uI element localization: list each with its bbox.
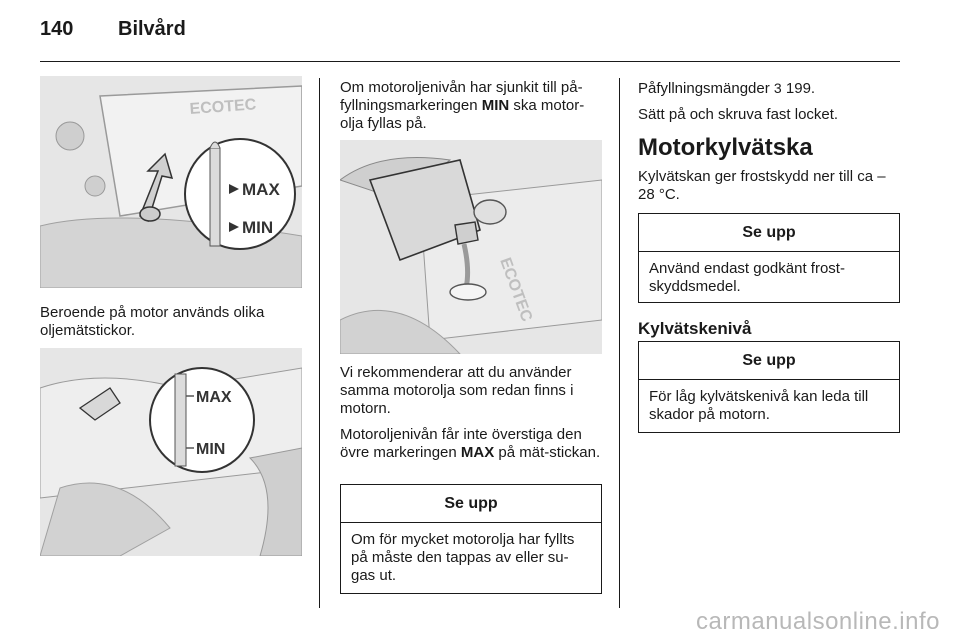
fig1-min-label: MIN	[242, 218, 274, 237]
fig1-max-label: MAX	[242, 180, 280, 199]
fill-text: Påfyllningsmängder	[638, 80, 774, 97]
p1-text-b: ska motor-olja fyllas på.	[340, 97, 585, 132]
column-divider-1	[319, 78, 320, 608]
warning-box-coolant-level	[638, 341, 900, 433]
column-divider-2	[619, 78, 620, 608]
subheading-coolant-level: Kylvätskenivå	[638, 319, 752, 338]
fig3-brand-text: ECOTEC	[496, 255, 536, 325]
warning-box-antifreeze	[638, 213, 900, 303]
paragraph-min-level	[340, 79, 602, 133]
caption-text: Beroende på motor används olika oljemätstickor.	[40, 304, 265, 339]
page-number: 140	[40, 18, 74, 40]
min-marker-bold: MIN	[481, 97, 510, 114]
paragraph-frost: Kylvätskan ger frostskydd ner till ca –28 °C.	[638, 168, 886, 203]
warning-text: Om för mycket motorolja har fyllts på måste den tappas av eller su-gas ut.	[351, 531, 575, 584]
paragraph-recommend: Vi rekommenderar att du använder samma motorolja som redan finns i motorn.	[340, 364, 574, 417]
warning2-title: Se upp	[639, 342, 899, 380]
paragraph-fill-quantities	[638, 79, 900, 98]
warning2-text: För låg kylvätskenivå kan leda till skador på motorn.	[649, 388, 869, 423]
paragraph-cap: Sätt på och skruva fast locket.	[638, 106, 839, 123]
paragraph-max-level	[340, 426, 602, 462]
fig2-max-label: MAX	[196, 389, 232, 406]
dipstick-figure-2	[40, 348, 302, 556]
header-rule	[40, 61, 900, 62]
dipstick-figure-1	[40, 76, 302, 288]
warning1-text: Använd endast godkänt frost-skyddsmedel.	[649, 260, 845, 295]
warning-title: Se upp	[341, 485, 601, 523]
section-title: Bilvård	[118, 18, 186, 40]
max-marker-bold: MAX	[460, 444, 495, 461]
page-reference[interactable]: 199.	[781, 80, 816, 97]
caption	[40, 304, 302, 348]
warning1-title: Se upp	[639, 214, 899, 252]
p3-text-a: Motoroljenivån får inte överstiga den övre markeringen	[340, 426, 582, 461]
heading-coolant: Motorkylvätska	[638, 134, 813, 161]
p1-text-a: Om motoroljenivån har sjunkit till på-fyllningsmarkeringen	[340, 79, 583, 114]
column-2	[340, 79, 602, 141]
warning-box-oil	[340, 484, 602, 594]
oil-filling-figure	[340, 140, 602, 354]
fig2-min-label: MIN	[196, 441, 226, 458]
watermark: carmanualsonline.info	[696, 608, 940, 635]
column-3	[638, 79, 900, 212]
p3-text-b: på mät-stickan.	[494, 444, 601, 461]
fig1-brand-text: ECOTEC	[189, 96, 257, 118]
column-2-lower	[340, 364, 602, 470]
page-reference-icon: 3	[773, 80, 782, 96]
